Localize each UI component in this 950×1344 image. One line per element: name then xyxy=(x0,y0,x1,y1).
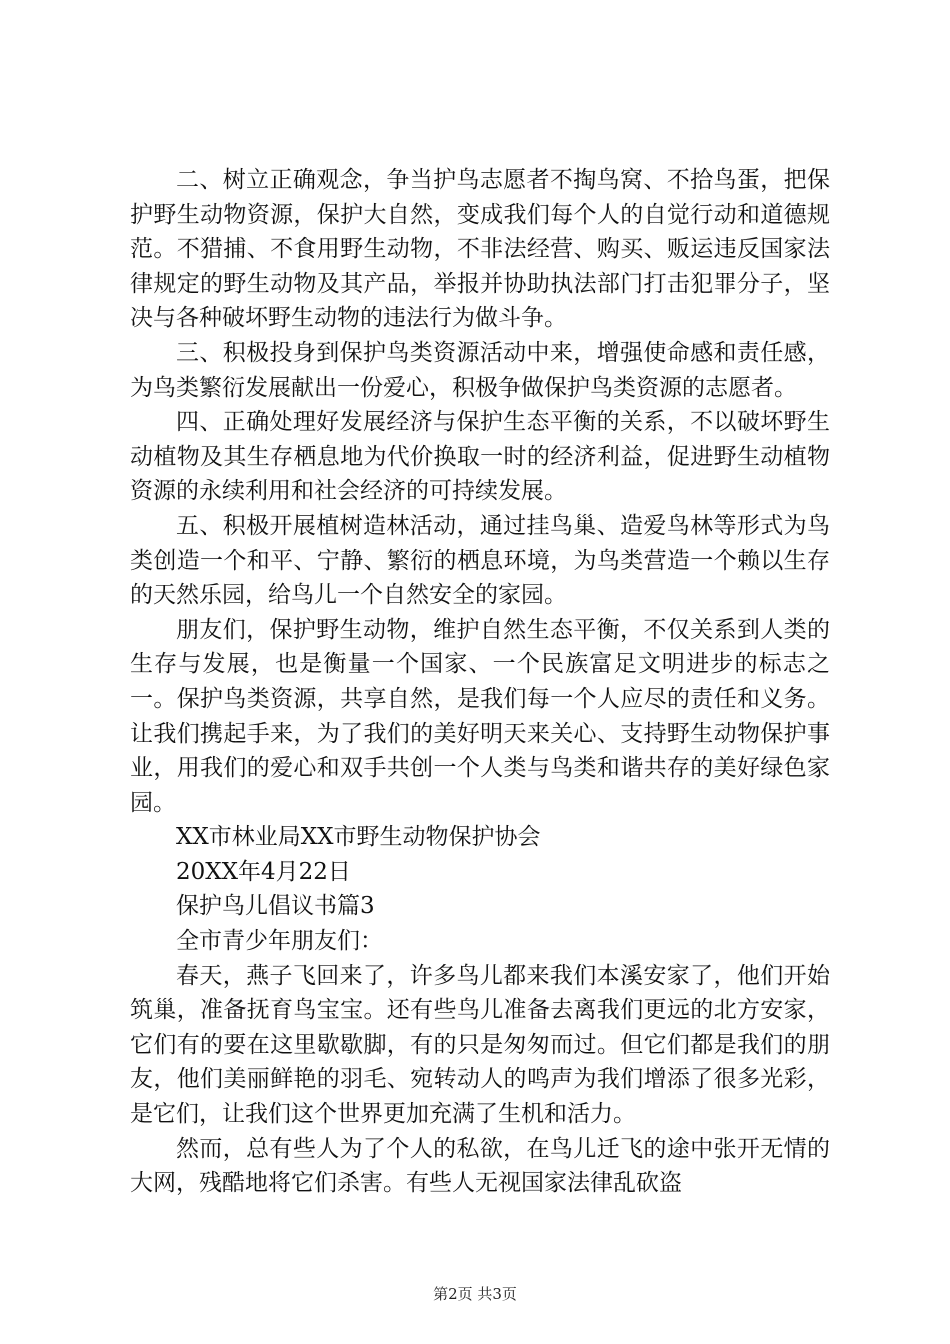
paragraph-spring: 春天，燕子飞回来了，许多鸟儿都来我们本溪安家了，他们开始筑巢，准备抚育鸟宝宝。还有些鸟儿准备去离我们更远的北方安家，它们有的要在这里歇歇脚，有的只是匆匆而过。但它们都是我们的朋友，他们美丽鲜艳的羽毛、宛转动人的鸣声为我们增添了很多光彩，是它们，让我们这个世界更加充满了生机和活力。 xyxy=(130,962,830,1128)
paragraph-friends-appeal: 朋友们，保护野生动物，维护自然生态平衡，不仅关系到人类的生存与发展，也是衡量一个国家、一个民族富足文明进步的标志之一。保护鸟类资源，共享自然，是我们每一个人应尽的责任和义务。让我们携起手来，为了我们的美好明天来关心、支持野生动物保护事业，用我们的爱心和双手共创一个人类与鸟类和谐共存的美好绿色家园。 xyxy=(130,616,830,816)
page-number-footer: 第2页 共3页 xyxy=(433,1285,517,1303)
paragraph-however: 然而，总有些人为了个人的私欲，在鸟儿迁飞的途中张开无情的大网，残酷地将它们杀害。有些人无视国家法律乱砍盗 xyxy=(130,1135,830,1197)
paragraph-point-two: 二、树立正确观念，争当护鸟志愿者不掏鸟窝、不拾鸟蛋，把保护野生动物资源，保护大自然，变成我们每个人的自觉行动和道德规范。不猎捕、不食用野生动物，不非法经营、购买、贩运违反国家法律规定的野生动物及其产品，举报并协助执法部门打击犯罪分子，坚决与各种破坏野生动物的违法行为做斗争。 xyxy=(130,167,830,332)
paragraph-point-five: 五、积极开展植树造林活动，通过挂鸟巢、造爱鸟林等形式为鸟类创造一个和平、宁静、繁衍的栖息环境，为鸟类营造一个赖以生存的天然乐园，给鸟儿一个自然安全的家园。 xyxy=(130,512,830,609)
document-body xyxy=(130,163,830,1201)
paragraph-point-four: 四、正确处理好发展经济与保护生态平衡的关系，不以破坏野生动植物及其生存栖息地为代价换取一时的经济利益，促进野生动植物资源的永续利用和社会经济的可持续发展。 xyxy=(130,409,830,505)
date-line: 20XX年4月22日 xyxy=(176,858,351,885)
salutation-line: 全市青少年朋友们： xyxy=(176,928,383,955)
signature-line: XX市林业局XX市野生动物保护协会 xyxy=(176,824,541,851)
section-title: 保护鸟儿倡议书篇3 xyxy=(176,893,375,920)
paragraph-point-three: 三、积极投身到保护鸟类资源活动中来，增强使命感和责任感，为鸟类繁衍发展献出一份爱心，积极争做保护鸟类资源的志愿者。 xyxy=(130,339,830,401)
